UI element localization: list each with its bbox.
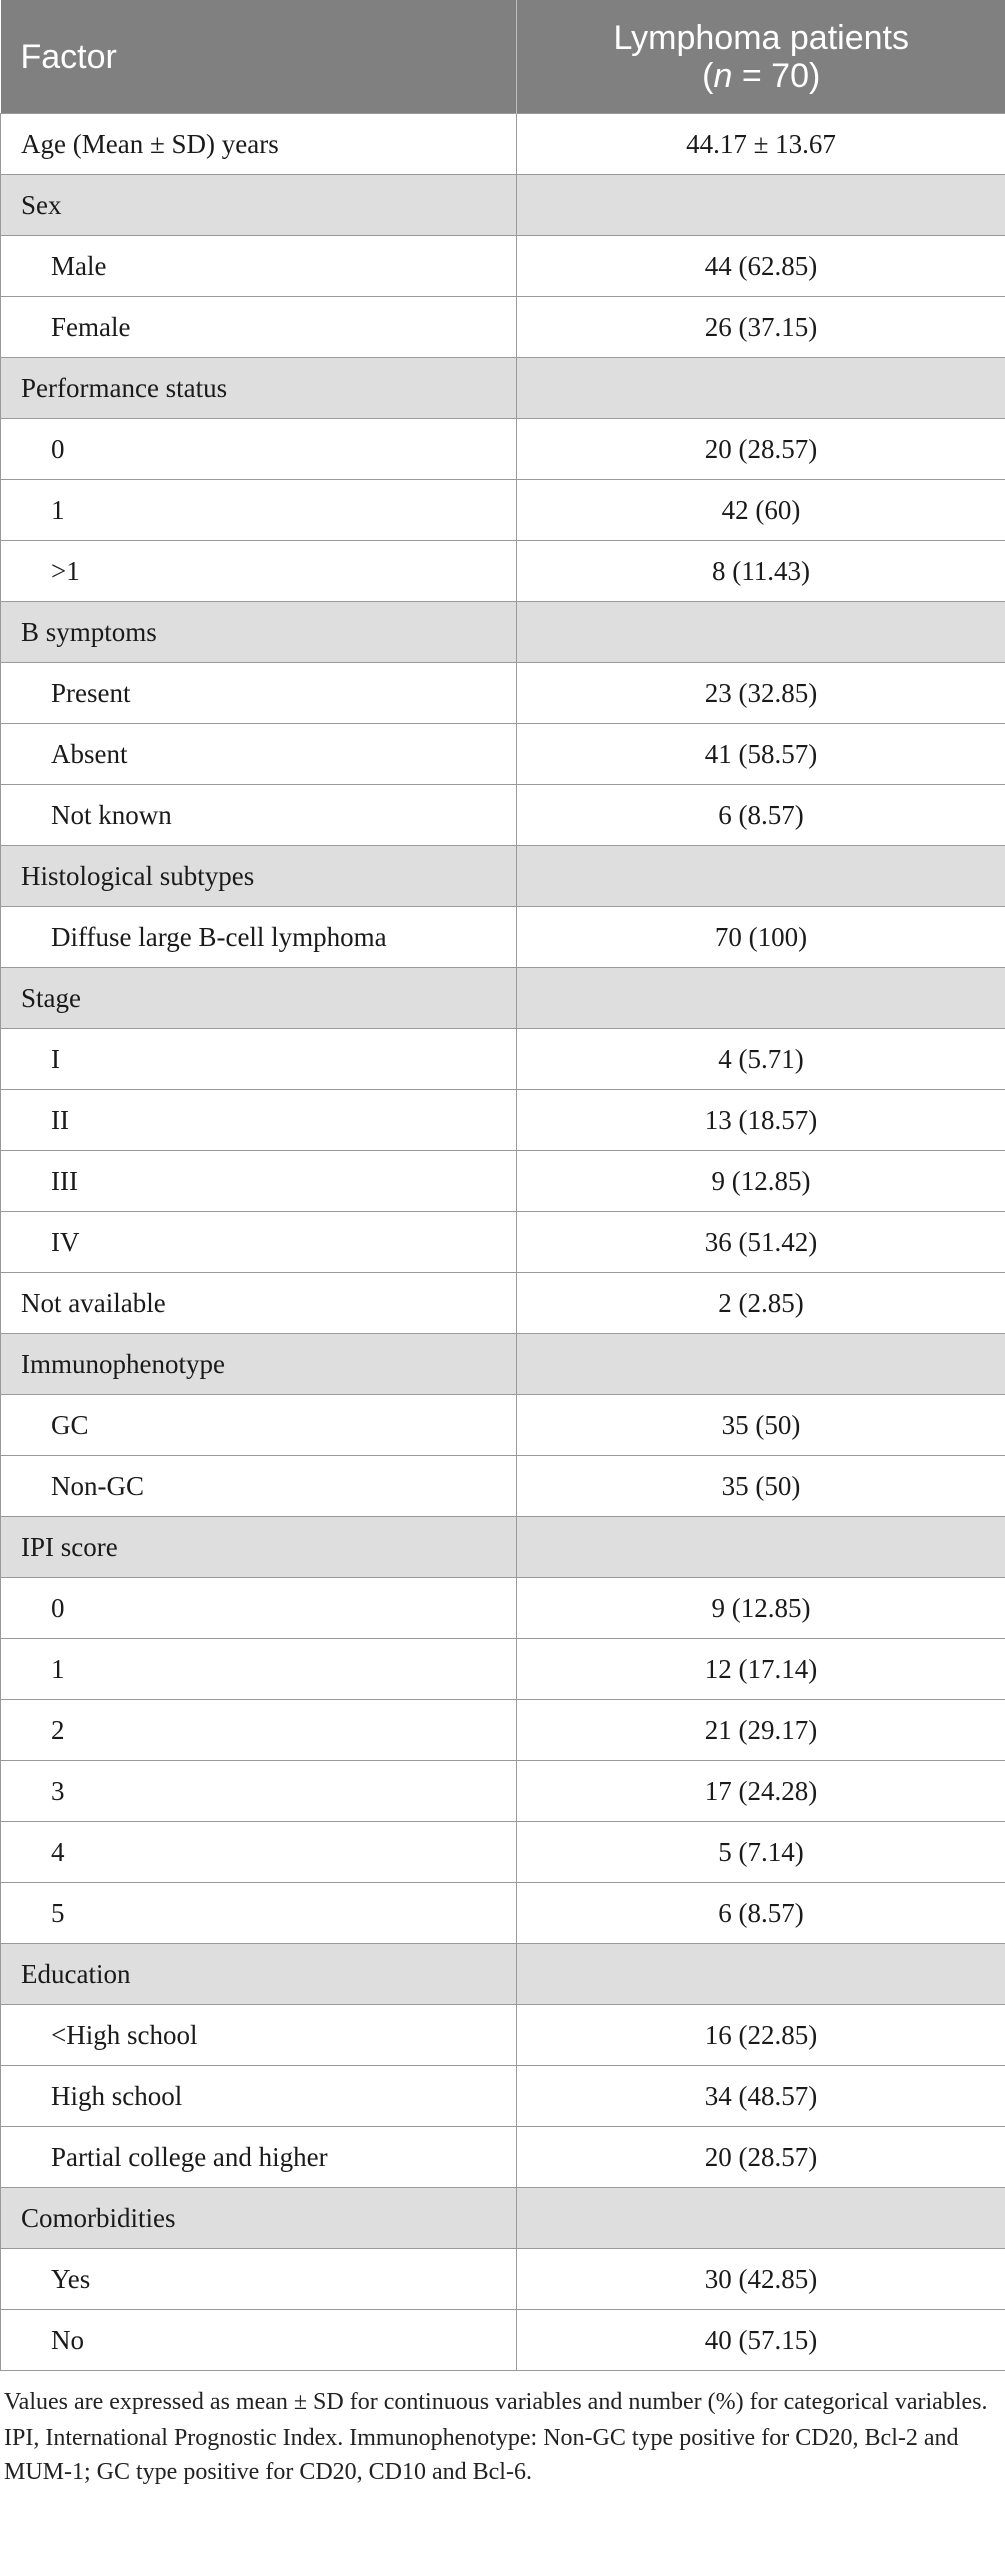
row-label: Not known [1,785,517,846]
table-row [1,724,1005,785]
row-value: 4 (5.71) [517,1029,1005,1090]
row-label: Stage [1,968,517,1029]
row-label: <High school [1,2005,517,2066]
row-value [517,602,1005,663]
row-label: Male [1,236,517,297]
table-row [1,1273,1005,1334]
table-row [1,1639,1005,1700]
table-row [1,1761,1005,1822]
row-value [517,2188,1005,2249]
row-value: 40 (57.15) [517,2310,1005,2371]
section-row [1,846,1005,907]
row-label: No [1,2310,517,2371]
table-row [1,1700,1005,1761]
row-label: Present [1,663,517,724]
row-label: Not available [1,1273,517,1334]
row-value: 5 (7.14) [517,1822,1005,1883]
row-value: 6 (8.57) [517,1883,1005,1944]
row-value: 6 (8.57) [517,785,1005,846]
table-row [1,419,1005,480]
row-value: 26 (37.15) [517,297,1005,358]
table-row [1,1395,1005,1456]
table-row [1,1151,1005,1212]
row-label: High school [1,2066,517,2127]
row-value [517,1944,1005,2005]
table-row [1,297,1005,358]
section-row [1,358,1005,419]
row-label: 4 [1,1822,517,1883]
footnote: IPI, International Prognostic Index. Immunophenotype: Non-GC type positive for CD20, Bcl-2 and MUM-1; GC type positive for CD20, CD10 and Bcl-6. [4,2425,959,2485]
row-value: 20 (28.57) [517,419,1005,480]
row-value: 8 (11.43) [517,541,1005,602]
row-label: 0 [1,419,517,480]
table-body [1,114,1005,2371]
row-label: >1 [1,541,517,602]
table-row [1,1029,1005,1090]
table-row [1,1883,1005,1944]
header-factor: Factor [1,0,517,114]
row-value: 12 (17.14) [517,1639,1005,1700]
row-label: Performance status [1,358,517,419]
row-value: 9 (12.85) [517,1578,1005,1639]
row-value: 23 (32.85) [517,663,1005,724]
row-value: 13 (18.57) [517,1090,1005,1151]
table-row [1,663,1005,724]
table-header [1,0,1005,114]
section-row [1,1944,1005,2005]
row-label: Yes [1,2249,517,2310]
section-row [1,602,1005,663]
row-value: 30 (42.85) [517,2249,1005,2310]
row-value: 44.17 ± 13.67 [517,114,1005,175]
section-row [1,1334,1005,1395]
row-value [517,1334,1005,1395]
table-row [1,785,1005,846]
row-value: 42 (60) [517,480,1005,541]
row-label: 1 [1,1639,517,1700]
header-row [1,0,1005,114]
table-row [1,1578,1005,1639]
header-lymphoma-patients [517,0,1005,114]
row-value [517,846,1005,907]
table-row [1,2249,1005,2310]
row-label: 3 [1,1761,517,1822]
section-row [1,175,1005,236]
header-n-var: n [713,56,733,95]
table-row [1,2005,1005,2066]
section-row [1,1517,1005,1578]
row-label: 5 [1,1883,517,1944]
row-value: 34 (48.57) [517,2066,1005,2127]
row-value: 35 (50) [517,1456,1005,1517]
row-label: Diffuse large B-cell lymphoma [1,907,517,968]
table-row [1,541,1005,602]
table-row [1,1090,1005,1151]
row-label: Non-GC [1,1456,517,1517]
row-label: Partial college and higher [1,2127,517,2188]
section-row [1,2188,1005,2249]
table-row [1,2127,1005,2188]
row-value: 36 (51.42) [517,1212,1005,1273]
row-label: B symptoms [1,602,517,663]
row-label: II [1,1090,517,1151]
row-value: 9 (12.85) [517,1151,1005,1212]
table-row [1,2066,1005,2127]
row-value [517,358,1005,419]
table-row [1,1456,1005,1517]
row-label: Female [1,297,517,358]
row-label: I [1,1029,517,1090]
section-row [1,968,1005,1029]
table-row [1,907,1005,968]
row-label: Comorbidities [1,2188,517,2249]
row-label: Absent [1,724,517,785]
row-value: 21 (29.17) [517,1700,1005,1761]
header-n-rest: = 70) [732,56,821,95]
row-value: 35 (50) [517,1395,1005,1456]
row-value: 44 (62.85) [517,236,1005,297]
row-label: IV [1,1212,517,1273]
row-value: 70 (100) [517,907,1005,968]
row-label: Sex [1,175,517,236]
table-row [1,480,1005,541]
table-row [1,236,1005,297]
table-row [1,1212,1005,1273]
table-row [1,2310,1005,2371]
row-label: III [1,1151,517,1212]
table-row [1,1822,1005,1883]
row-value [517,1517,1005,1578]
row-value: 17 (24.28) [517,1761,1005,1822]
table-footnotes [0,2371,1005,2489]
row-value [517,968,1005,1029]
row-value: 41 (58.57) [517,724,1005,785]
row-label: GC [1,1395,517,1456]
row-label: 2 [1,1700,517,1761]
row-label: Immunophenotype [1,1334,517,1395]
footnote: Values are expressed as mean ± SD for continuous variables and number (%) for categorical variables. [4,2389,988,2415]
row-value: 2 (2.85) [517,1273,1005,1334]
row-label: Histological subtypes [1,846,517,907]
row-label: 1 [1,480,517,541]
row-value [517,175,1005,236]
header-title: Lymphoma patients [613,18,909,57]
row-value: 20 (28.57) [517,2127,1005,2188]
row-label: 0 [1,1578,517,1639]
row-label: Education [1,1944,517,2005]
row-value: 16 (22.85) [517,2005,1005,2066]
table-row [1,114,1005,175]
header-n-open: ( [702,56,714,95]
row-label: Age (Mean ± SD) years [1,114,517,175]
row-label: IPI score [1,1517,517,1578]
